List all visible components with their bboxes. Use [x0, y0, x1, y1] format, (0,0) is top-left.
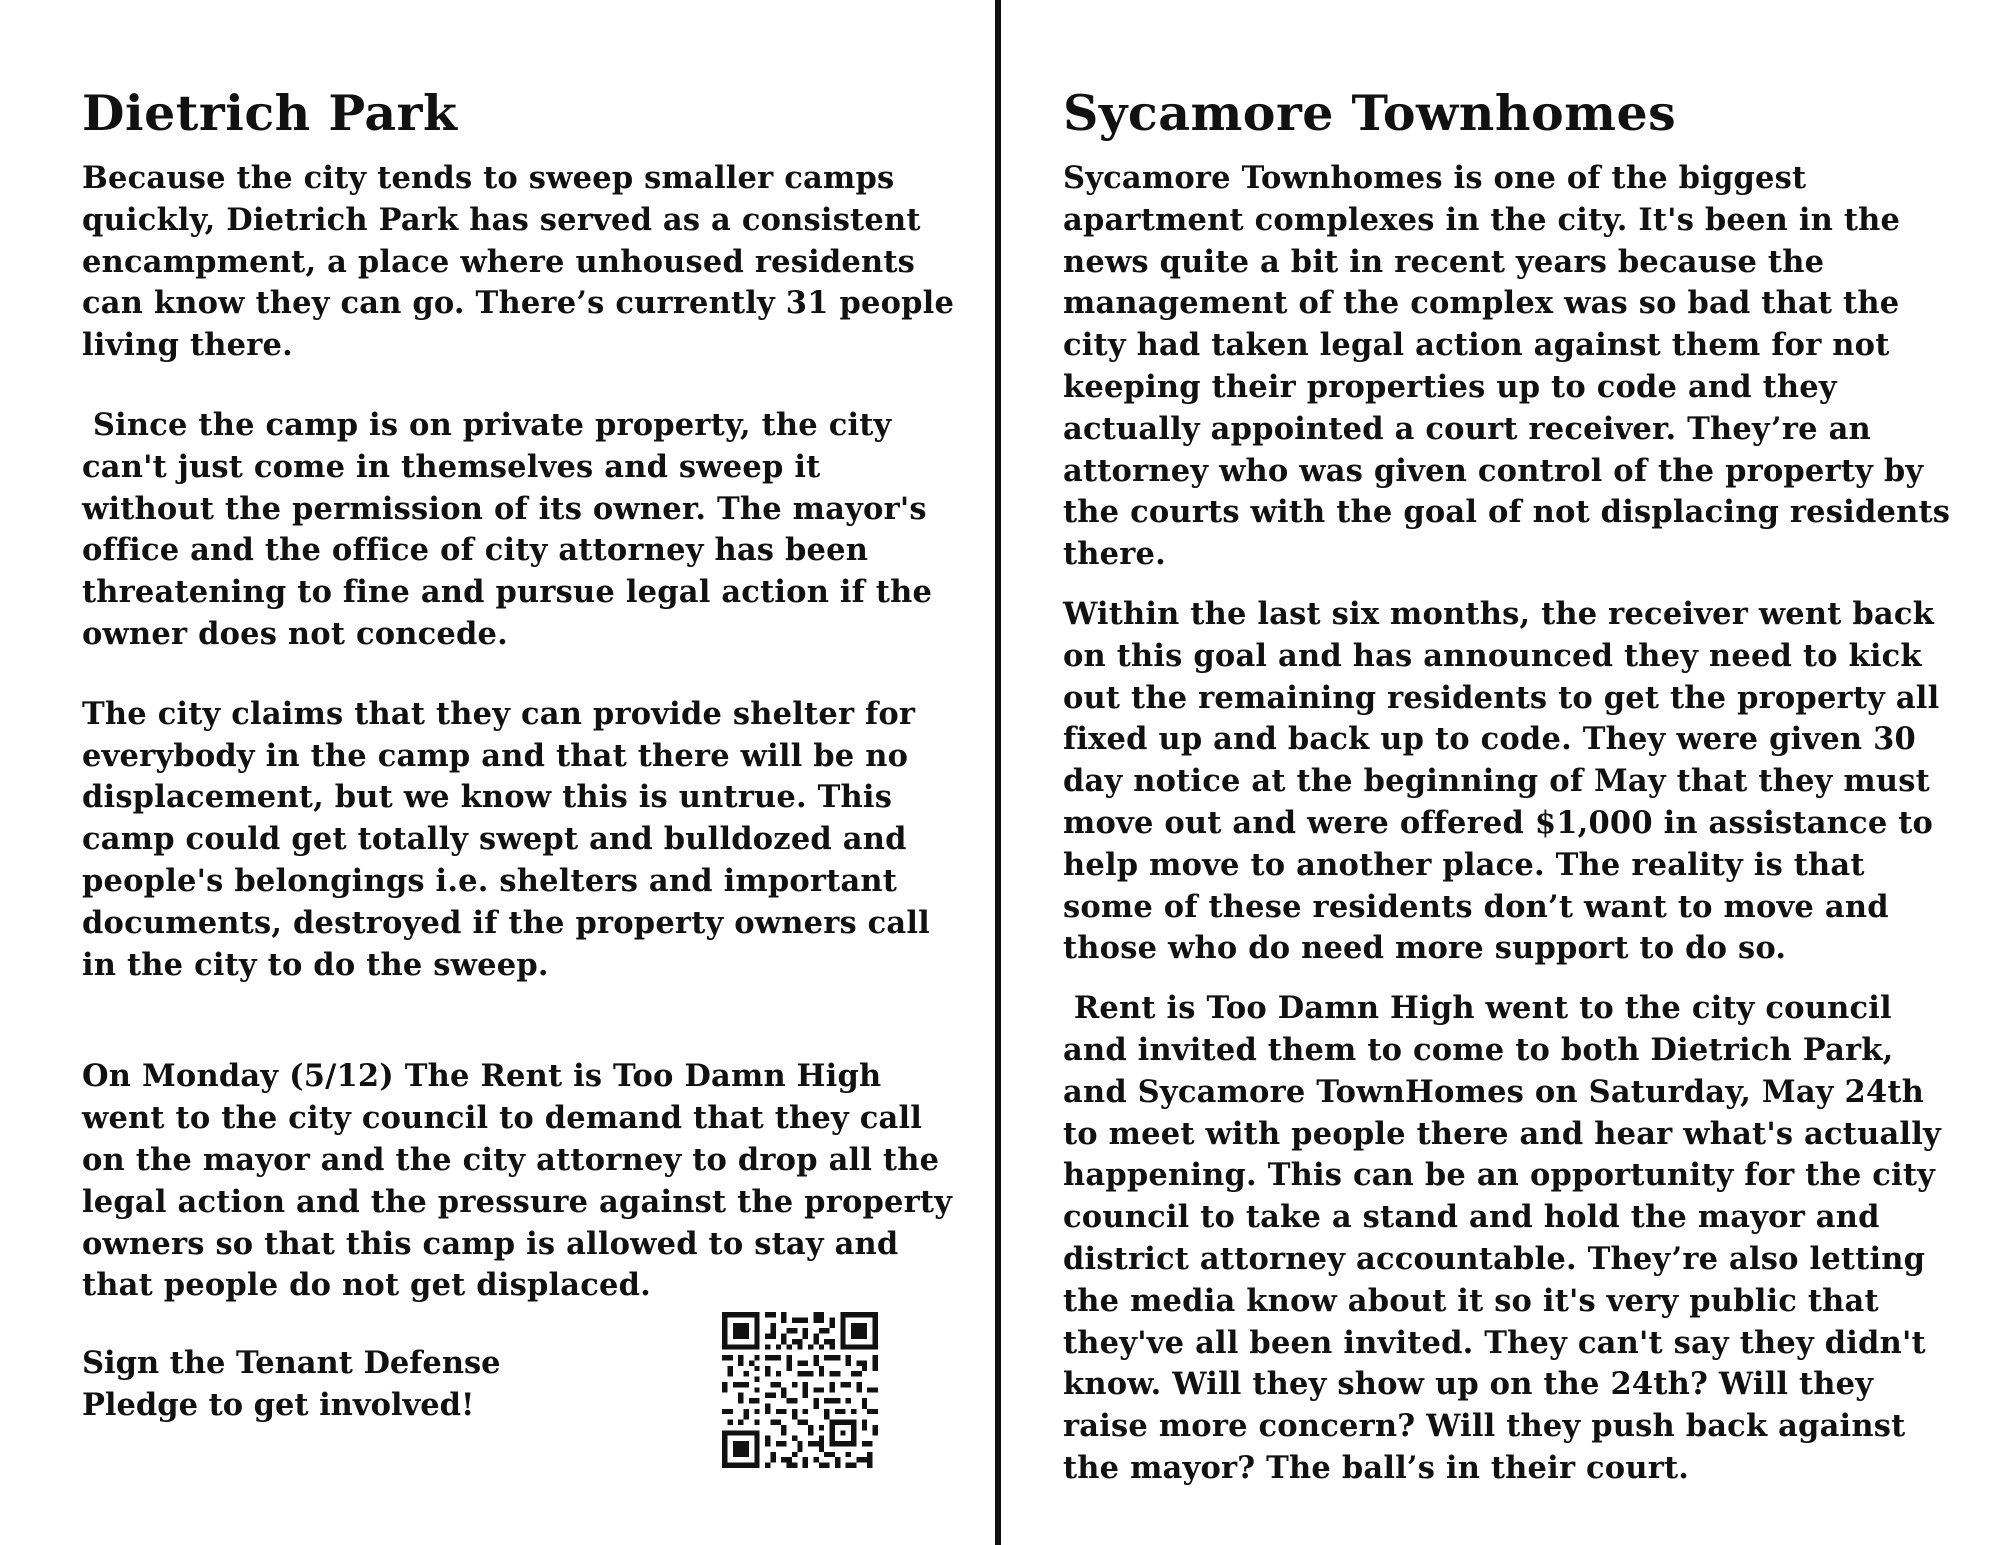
pledge-call-to-action: Sign the Tenant Defense Pledge to get involved! [82, 1345, 501, 1423]
sycamore-townhomes-title: Sycamore Townhomes [1063, 84, 1677, 142]
qr-code[interactable] [722, 1312, 878, 1468]
dietrich-paragraph-2: Since the camp is on private property, the city can't just come in themselves and sweep it without the permission of its owner. The mayor's office and the office of city attorney has been threatening to fine and pursue legal action if the owner does not concede. [82, 406, 943, 652]
center-divider [995, 0, 1001, 1545]
sycamore-paragraph-1: Sycamore Townhomes is one of the biggest apartment complexes in the city. It's been in the news quite a bit in recent years because the management of the complex was so bad that the city had taken legal action against them for not keeping their properties up to code and they actually appointed a court receiver. They’re an attorney who was given control of the property by the courts with the goal of not displacing residents there. [1063, 160, 1951, 573]
dietrich-paragraph-3: The city claims that they can provide shelter for everybody in the camp and that there will be no displacement, but we know this is untrue. This camp could get totally swept and bulldozed and people's belongings i.e. shelters and important documents, destroyed if the property owners call in the city to do the sweep. [82, 695, 930, 983]
dietrich-paragraph-1: Because the city tends to sweep smaller camps quickly, Dietrich Park has served as a consistent encampment, a place where unhoused residents can know they can go. There’s currently 31 people living there. [82, 160, 955, 364]
dietrich-paragraph-4: On Monday (5/12) The Rent is Too Damn High went to the city council to demand that they call on the mayor and the city attorney to drop all the legal action and the pressure against the property owners so that this camp is allowed to stay and that people do not get displaced. [82, 1058, 953, 1304]
sycamore-townhomes-column [1063, 82, 1963, 1490]
dietrich-park-column [82, 82, 962, 1365]
sycamore-paragraph-3: Rent is Too Damn High went to the city council and invited them to come to both Dietrich Park, and Sycamore TownHomes on Saturday, May 24th to meet with people there and hear what's actually happening. This can be an opportunity for the city council to take a stand and hold the mayor and district attorney accountable. They’re also letting the media know about it so it's very public that they've all been invited. They can't say they didn't know. Will they show up on the 24th? Will they raise more concern? Will they push back against the mayor? The ball’s in their court. [1063, 990, 1952, 1486]
dietrich-park-title: Dietrich Park [82, 84, 458, 142]
sycamore-paragraph-2: Within the last six months, the receiver went back on this goal and has announced they need to kick out the remaining residents to get the property all fixed up and back up to code. They were given 30 day notice at the beginning of May that they must move out and were offered $1,000 in assistance to help move to another place. The reality is that some of these residents don’t want to move and those who do need more support to do so. [1063, 595, 1940, 967]
